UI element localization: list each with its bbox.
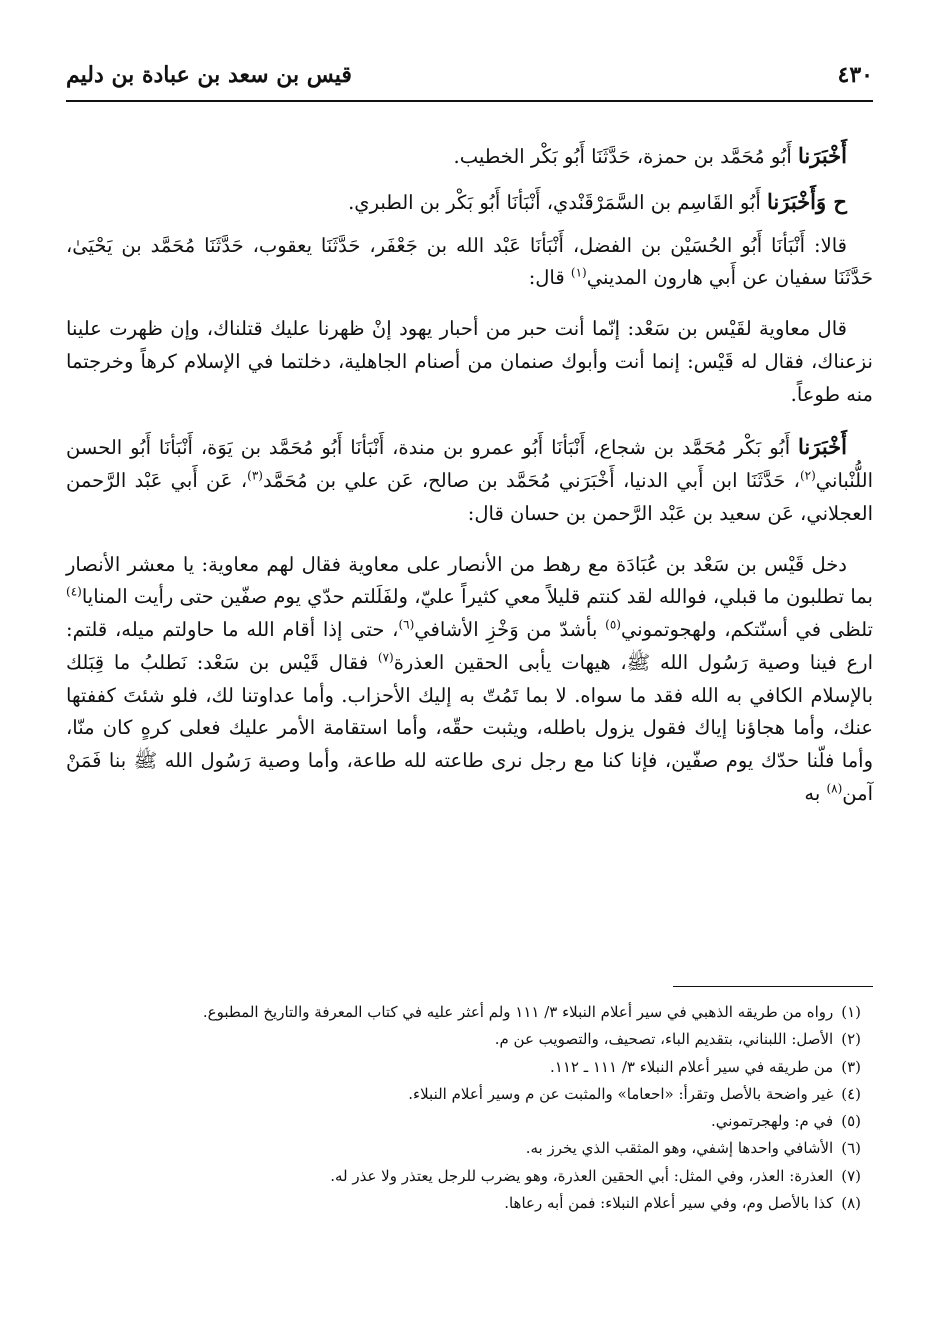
paragraph-text: ، حتى إذا أقام الله ما حاولتم ميله، قلتم: ارع فينا وصية رَسُول الله ﷺ، هيهات يأبى الحقين العذرة xyxy=(66,618,873,674)
paragraph-text: فقال قَيْس بن سَعْد: نَطلبُ ما قِبَلك بالإسلام الكافي به الله فقد ما سواه. لا بما تَمُتّ به إليك الأحزاب. وأما عداوتنا لك، فلو شئتَ كففتها عنك، وأما هجاؤنا إياك فقول يزول باطله، ويثبت حقّه، وأما استقامة الأمر عليك فعلى كرهٍ كان منّا، وأما فلّنا حدّك يوم صفّين، فإنا كنا مع رجل نرى طاعته لله طاعة، وأما وصية رَسُول الله ﷺ بنا فَمَنْ آمن xyxy=(66,650,873,805)
paragraph-text: أَبُو مُحَمَّد بن حمزة، حَدَّثَنَا أَبُو بَكْر الخطيب. xyxy=(453,145,799,168)
paragraph-text: ، حَدَّثَنَا ابن أَبي الدنيا، أَخْبَرَني مُحَمَّد بن صالح، عَن علي بن مُحَمَّد xyxy=(262,469,800,492)
isnad-keyword: أَخْبَرَنا xyxy=(798,143,847,168)
footnote-number: (٤) xyxy=(841,1084,861,1103)
footnote-text: من طريقه في سير أعلام النبلاء ٣/ ١١١ ـ ١١٢. xyxy=(549,1057,834,1076)
footnote-number: (٣) xyxy=(841,1057,861,1076)
footnote-text: في م: ولهجرتموني. xyxy=(710,1112,834,1131)
paragraph-text: تلظى في أسنّتكم، ولهجوتموني xyxy=(620,618,873,641)
isnad-keyword: ح وَأَخْبَرَنا xyxy=(767,188,847,214)
footnote xyxy=(66,1000,861,1024)
paragraph-isnad-4 xyxy=(66,429,873,530)
footnote-rule xyxy=(673,986,873,987)
paragraph-text: قال: xyxy=(528,266,571,290)
running-title: قيس بن سعد بن عبادة بن دليم xyxy=(66,62,352,88)
footnote-ref[interactable]: (٦) xyxy=(398,617,415,632)
footnote-ref[interactable]: (٢) xyxy=(799,468,816,483)
footnote-ref[interactable]: (٧) xyxy=(377,650,394,665)
footnote-text: رواه من طريقه الذهبي في سير أعلام النبلاء ٣/ ١١١ ولم أعثر عليه في كتاب المعرفة والتاريخ المطبوع. xyxy=(202,1003,834,1021)
footnote-number: (٥) xyxy=(841,1112,861,1131)
footnote-text: كذا بالأصل وم، وفي سير أعلام النبلاء: فمن أبه رعاها. xyxy=(504,1194,834,1213)
paragraph-matn-2 xyxy=(66,549,873,811)
footnote xyxy=(66,1136,861,1160)
footnote-ref[interactable]: (٨) xyxy=(826,781,843,796)
paragraph-text: قالا: أَنْبَأنَا أَبُو الحُسَيْن بن الفضل، أَنْبَأنَا عَبْد الله بن جَعْفَر، حَدَّثَنَا يعقوب، حَدَّثَنَا مُحَمَّد بن يَحْيَىٰ، حَدَّثَنَا سفيان عن أَبي هارون المديني xyxy=(66,233,873,290)
footnote-text: الأشافي واحدها إشفي، وهو المثقب الذي يخرز به. xyxy=(525,1139,834,1158)
footnote xyxy=(66,1109,861,1133)
footnote-ref[interactable]: (٣) xyxy=(247,468,263,483)
footnote xyxy=(66,1164,861,1188)
paragraph-isnad-2 xyxy=(66,184,873,220)
footnote-number: (٧) xyxy=(841,1166,861,1185)
paragraph-text: أَبُو القَاسِم بن السَّمَرْقَنْدي، أَنْبَأنَا أَبُو بَكْر بن الطبري. xyxy=(348,190,767,214)
footnote xyxy=(66,1027,861,1051)
paragraph-text: أَبُو بَكْر مُحَمَّد بن شجاع، أَنْبَأنَا أَبُو عمرو بن مندة، أَنْبَأنَا أَبُو مُحَمَّد بن يَوَة، أَنْبَأنَا أَبُو الحسن اللُّنْباني xyxy=(66,436,873,492)
footnote-ref[interactable]: (١) xyxy=(570,265,587,280)
footnote-number: (١) xyxy=(841,1003,861,1021)
paragraph-text: بأشدّ من وَخْزِ الأشافي xyxy=(414,618,606,641)
footnote-number: (٢) xyxy=(841,1030,861,1049)
paragraph-text: ، عَن أَبي عَبْد الرَّحمن العجلاني، عَن سعيد بن عَبْد الرَّحمن بن حسان قال: xyxy=(66,469,873,525)
paragraph-matn-1 xyxy=(66,313,873,411)
footnotes xyxy=(66,1000,873,1218)
footnote-text: العذرة: العذر، وفي المثل: أبي الحقين العذرة، وهو يضرب للرجل يعتذر ولا عذر له. xyxy=(330,1166,834,1185)
paragraph-isnad-1 xyxy=(66,138,873,174)
footnote-number: (٦) xyxy=(841,1139,861,1158)
footnote xyxy=(66,1082,861,1106)
page-header xyxy=(66,58,873,102)
footnote-text: الأصل: اللبناني، بتقديم الباء، تصحيف، والتصويب عن م. xyxy=(494,1030,834,1049)
paragraph-isnad-3 xyxy=(66,230,873,296)
footnote-text: غير واضحة بالأصل وتقرأ: «احعاما» والمثبت عن م وسير أعلام النبلاء. xyxy=(408,1084,834,1103)
footnote xyxy=(66,1191,861,1215)
paragraph-text: به xyxy=(804,781,827,805)
header-rule xyxy=(66,100,873,102)
footnote-number: (٨) xyxy=(841,1194,861,1213)
paragraph-text: قال معاوية لقَيْس بن سَعْد: إنّما أنت حبر من أحبار يهود إنْ ظهرنا عليك قتلناك، وإن ظهرت علينا نزعناك، فقال له قَيْس: إنما أنت وأبوك صنمان من أصنام الجاهلية، دخلتما في الإسلام كرهاً وخرجتما منه طوعاً. xyxy=(66,317,873,406)
footnote-ref[interactable]: (٤) xyxy=(66,584,82,599)
isnad-keyword: أَخْبَرَنا xyxy=(798,434,847,460)
paragraph-text: دخل قَيْس بن سَعْد بن عُبَادَة مع رهط من الأنصار على معاوية فقال لهم معاوية: يا معشر الأنصار بما تطلبون ما قبلي، فوالله لقد كنتم قليلاً معي كثيراً عليّ، ولفَلَلتم حدّي يوم صفّين حتى رأيت المنايا xyxy=(66,552,873,609)
main-text xyxy=(66,138,873,821)
footnote xyxy=(66,1055,861,1079)
footnote-ref[interactable]: (٥) xyxy=(605,617,621,632)
page-number: ٤٣٠ xyxy=(837,62,873,88)
